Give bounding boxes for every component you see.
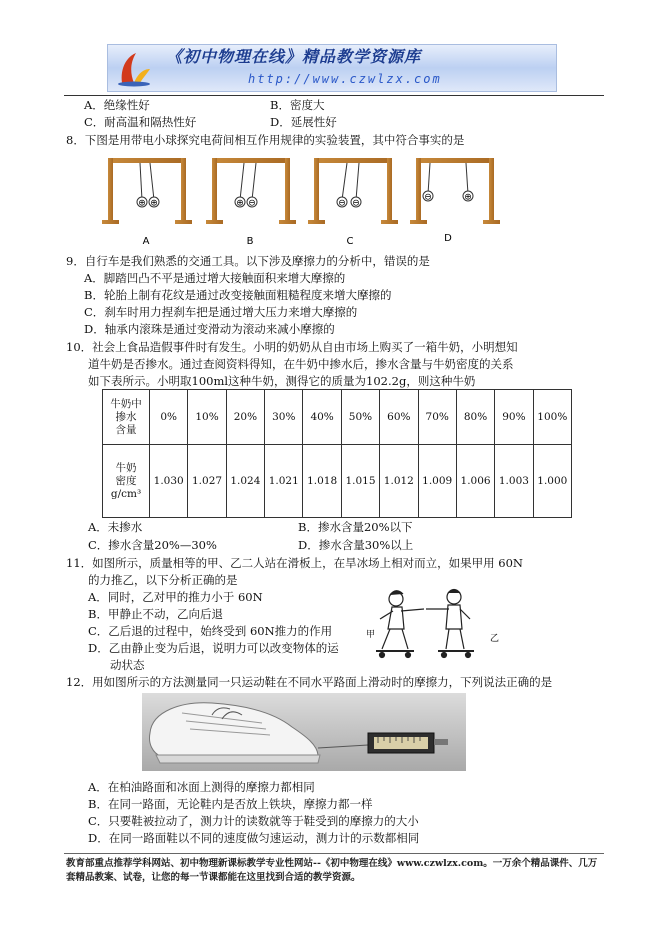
table-cell: 1.027 bbox=[188, 445, 226, 518]
footer-rule bbox=[64, 853, 604, 854]
table-cell: 90% bbox=[495, 390, 533, 445]
table-cell: 1.030 bbox=[150, 445, 188, 518]
apparatus-a bbox=[102, 158, 192, 247]
site-logo-icon bbox=[114, 49, 152, 87]
q8-stem: 8．下图是用带电小球探究电荷间相互作用规律的实验装置，其中符合事实的是 bbox=[66, 133, 465, 147]
q12-option-d: D．在同一路面鞋以不同的速度做匀速运动，测力计的示数都相同 bbox=[88, 831, 420, 845]
footer-text: 教育部重点推荐学科网站、初中物理新课标教学专业性网站--《初中物理在线》www.czwlzx.com。一万余个精品课件、几万套精品教案、试卷，让您的每一节课都能在这里找到合适的教学资源。 bbox=[66, 858, 598, 883]
q9-option-c: C．刹车时用力捏刹车把是通过增大压力来增大摩擦的 bbox=[84, 305, 358, 319]
q11-option-d-line-1: D．乙由静止变为后退，说明力可以改变物体的运 bbox=[88, 641, 339, 655]
table-cell: 1.003 bbox=[495, 445, 533, 518]
q11-line-2: 的力推乙，以下分析正确的是 bbox=[88, 573, 238, 587]
skaters-figure bbox=[354, 585, 514, 663]
apparatus-b bbox=[206, 158, 296, 247]
table-cell: 1.024 bbox=[226, 445, 264, 518]
q7-option-b: B．密度大 bbox=[270, 98, 325, 112]
charge-d2: ⊕ bbox=[464, 192, 472, 203]
table-cell: 70% bbox=[418, 390, 456, 445]
label-yi: 乙 bbox=[490, 634, 500, 644]
table-cell: 30% bbox=[265, 390, 303, 445]
q9-stem: 9．自行车是我们熟悉的交通工具。以下涉及摩擦力的分析中，错误的是 bbox=[66, 254, 430, 268]
banner-title: 《初中物理在线》精品教学资源库 bbox=[166, 47, 422, 66]
header-banner bbox=[107, 44, 557, 92]
label-a: A bbox=[142, 236, 150, 247]
shoe-photo bbox=[142, 693, 466, 771]
person-jia bbox=[376, 591, 424, 658]
table-cell: 1.009 bbox=[418, 445, 456, 518]
table-row bbox=[103, 390, 572, 445]
charge-a2: ⊕ bbox=[150, 198, 158, 209]
label-b: B bbox=[246, 236, 254, 247]
table-cell: 80% bbox=[456, 390, 494, 445]
table-cell: 60% bbox=[380, 390, 418, 445]
table-cell: 1.000 bbox=[533, 445, 571, 518]
table-cell: 1.018 bbox=[303, 445, 341, 518]
label-d: D bbox=[444, 233, 452, 244]
table-header-cell: 牛奶中 掺水 含量 bbox=[103, 390, 150, 445]
q7-option-d: D．延展性好 bbox=[270, 115, 337, 129]
q10-line-1: 10．社会上食品造假事件时有发生。小明的奶奶从自由市场上购买了一箱牛奶，小明想知 bbox=[66, 340, 518, 354]
q9-option-d: D．轴承内滚珠是通过变滑动为滚动来减小摩擦的 bbox=[84, 322, 335, 336]
q9-option-a: A．脚踏凹凸不平是通过增大接触面积来增大摩擦的 bbox=[84, 271, 346, 285]
banner-url[interactable]: http://www.czwlzx.com bbox=[248, 72, 442, 86]
table-cell: 1.006 bbox=[456, 445, 494, 518]
q7-option-a: A．绝缘性好 bbox=[84, 98, 150, 112]
table-cell: 20% bbox=[226, 390, 264, 445]
q11-option-a: A．同时，乙对甲的推力小于 60N bbox=[88, 590, 263, 604]
q11-option-b: B．甲静止不动，乙向后退 bbox=[88, 607, 223, 621]
table-cell: 50% bbox=[341, 390, 379, 445]
table-cell: 100% bbox=[533, 390, 571, 445]
charge-b1: ⊕ bbox=[236, 198, 244, 209]
q11-line-1: 11．如图所示，质量相等的甲、乙二人站在滑板上，在旱冰场上相对而立，如果甲用 60N bbox=[66, 556, 523, 570]
q10-option-d: D．掺水含量30%以上 bbox=[298, 538, 414, 552]
label-jia: 甲 bbox=[366, 630, 376, 640]
q12-option-c: C．只要鞋被拉动了，测力计的读数就等于鞋受到的摩擦力的大小 bbox=[88, 814, 419, 828]
q12-stem: 12．用如图所示的方法测量同一只运动鞋在不同水平路面上滑动时的摩擦力，下列说法正确的是 bbox=[66, 675, 553, 689]
q9-option-b: B．轮胎上制有花纹是通过改变接触面粗糙程度来增大摩擦的 bbox=[84, 288, 392, 302]
apparatus-c bbox=[308, 158, 398, 247]
table-cell: 1.012 bbox=[380, 445, 418, 518]
charge-c2: ⊖ bbox=[352, 198, 360, 209]
q12-option-b: B．在同一路面，无论鞋内是否放上铁块，摩擦力都一样 bbox=[88, 797, 373, 811]
q11-option-c: C．乙后退的过程中，始终受到 60N推力的作用 bbox=[88, 624, 333, 638]
charge-c1: ⊖ bbox=[338, 198, 346, 209]
person-yi bbox=[426, 590, 474, 658]
q12-option-a: A．在柏油路面和冰面上测得的摩擦力都相同 bbox=[88, 780, 315, 794]
q10-line-3: 如下表所示。小明取100ml这种牛奶，测得它的质量为102.2g，则这种牛奶 bbox=[88, 374, 476, 388]
q10-option-a: A．未掺水 bbox=[88, 520, 143, 534]
table-cell: 1.021 bbox=[265, 445, 303, 518]
q10-option-b: B．掺水含量20%以下 bbox=[298, 520, 413, 534]
apparatus-d bbox=[410, 158, 500, 244]
label-c: C bbox=[346, 236, 354, 247]
q10-line-2: 道牛奶是否掺水。通过查阅资料得知，在牛奶中掺水后，掺水含量与牛奶密度的关系 bbox=[88, 357, 514, 371]
milk-density-table bbox=[102, 389, 572, 518]
q8-figure bbox=[100, 150, 500, 250]
charge-a1: ⊕ bbox=[138, 198, 146, 209]
table-cell: 40% bbox=[303, 390, 341, 445]
charge-b2: ⊖ bbox=[248, 198, 256, 209]
q10-option-c: C．掺水含量20%—30% bbox=[88, 538, 217, 552]
table-cell: 1.015 bbox=[341, 445, 379, 518]
header-rule bbox=[64, 95, 604, 96]
table-header-cell: 牛奶 密度 g/cm³ bbox=[103, 445, 150, 518]
charge-d1: ⊖ bbox=[424, 192, 432, 203]
q11-option-d-line-2: 动状态 bbox=[110, 658, 145, 672]
q7-option-c: C．耐高温和隔热性好 bbox=[84, 115, 197, 129]
table-row bbox=[103, 445, 572, 518]
table-cell: 0% bbox=[150, 390, 188, 445]
table-cell: 10% bbox=[188, 390, 226, 445]
